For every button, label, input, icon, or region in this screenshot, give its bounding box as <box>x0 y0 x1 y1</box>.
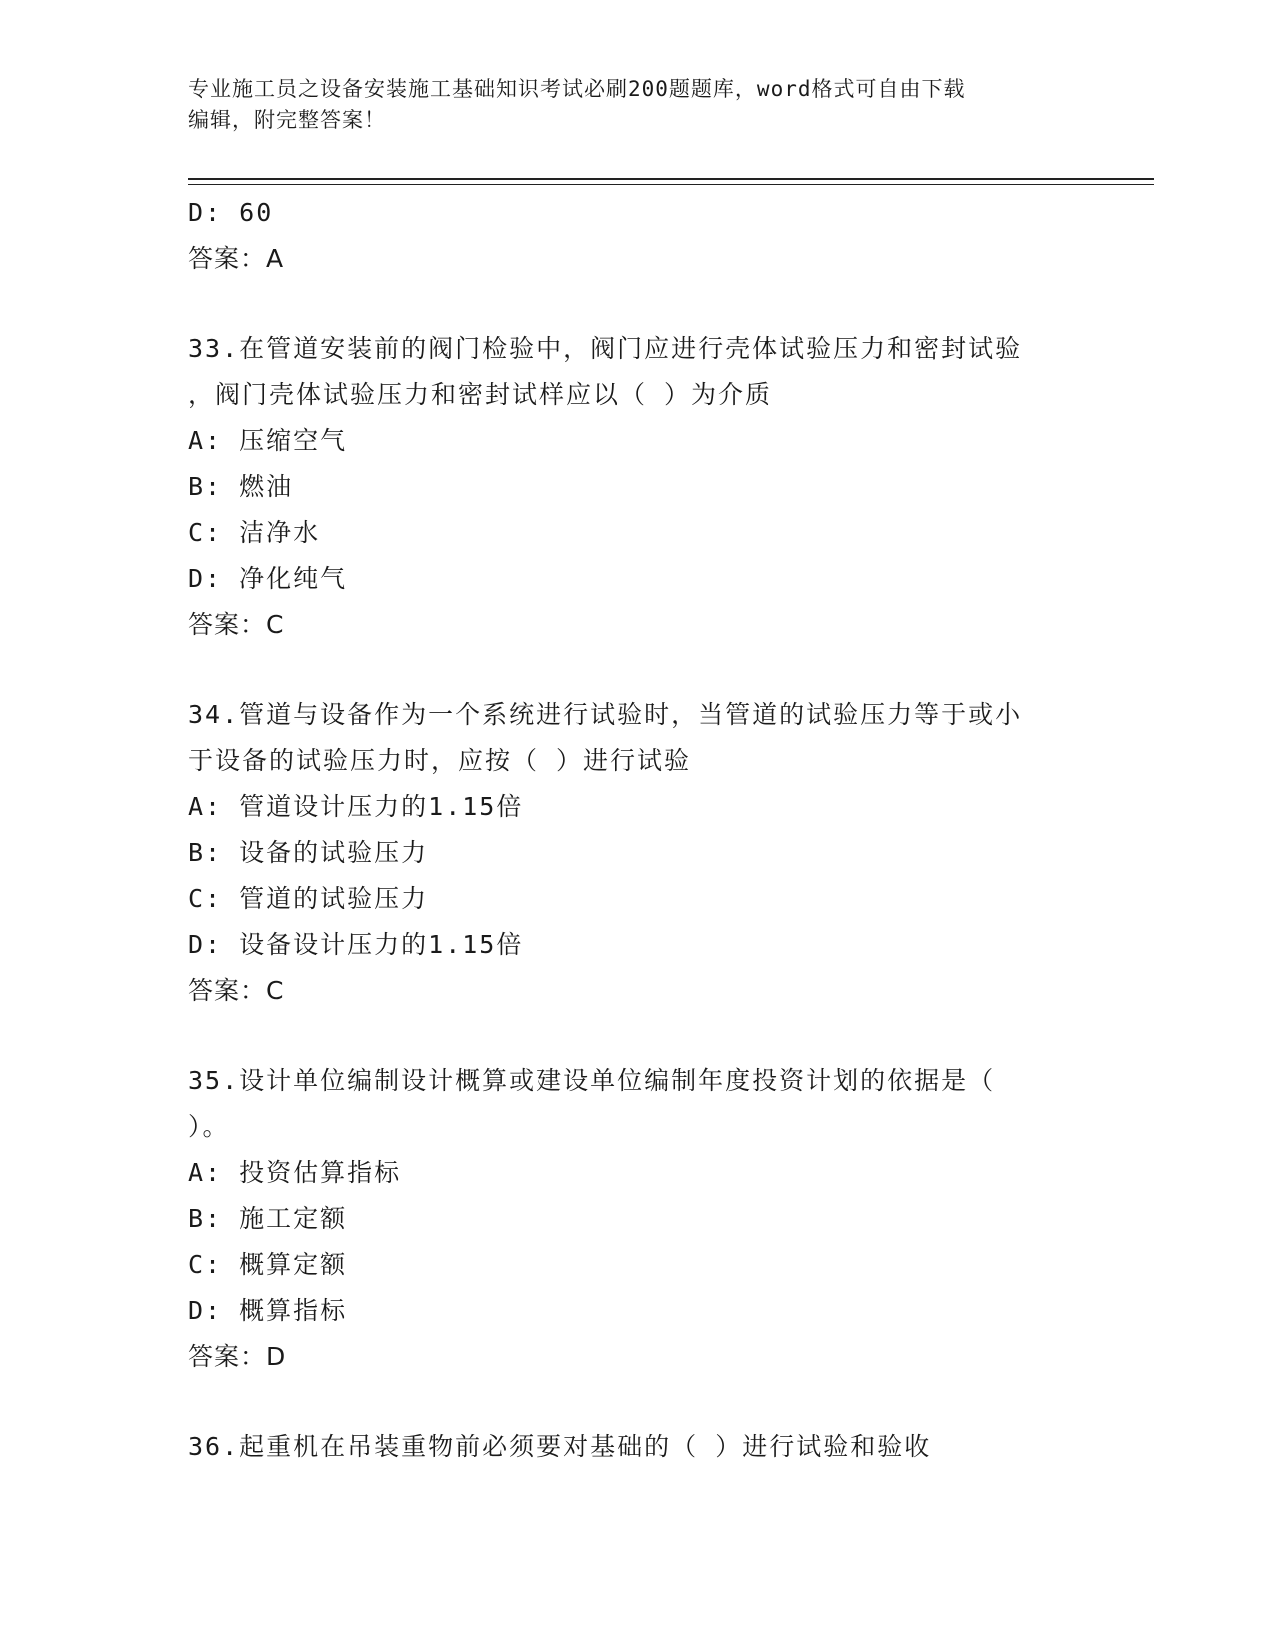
option-d: D: 设备设计压力的1.15倍 <box>188 930 524 959</box>
option-a: A: 投资估算指标 <box>188 1158 402 1187</box>
option-b: B: 施工定额 <box>188 1204 348 1233</box>
question-33 <box>188 326 1088 648</box>
option-d: D: 概算指标 <box>188 1296 348 1325</box>
document-header <box>188 74 1088 136</box>
option-d: D: 60 <box>188 198 274 227</box>
option-c: C: 管道的试验压力 <box>188 884 429 913</box>
question-stem-line-1: 34.管道与设备作为一个系统进行试验时，当管道的试验压力等于或小 <box>188 700 1023 729</box>
header-line-1: 专业施工员之设备安装施工基础知识考试必刷200题题库，word格式可自由下载 <box>188 77 966 101</box>
option-b: B: 燃油 <box>188 472 294 501</box>
option-d: D: 净化纯气 <box>188 564 348 593</box>
answer: 答案：D <box>188 1342 287 1371</box>
header-rule-thin <box>188 184 1154 185</box>
option-c: C: 概算定额 <box>188 1250 348 1279</box>
answer: 答案：C <box>188 610 285 639</box>
answer: 答案：A <box>188 244 285 273</box>
question-stem-line-1: 35.设计单位编制设计概算或建设单位编制年度投资计划的依据是（ <box>188 1066 996 1095</box>
option-c: C: 洁净水 <box>188 518 321 547</box>
question-stem-line-2: 于设备的试验压力时，应按（ ）进行试验 <box>188 746 692 775</box>
question-stem-line-2: ）。 <box>188 1112 230 1141</box>
question-36 <box>188 1424 1088 1470</box>
answer: 答案：C <box>188 976 285 1005</box>
document-body <box>188 190 1088 1470</box>
header-rule-thick <box>188 178 1154 180</box>
question-34 <box>188 692 1088 1014</box>
header-line-2: 编辑，附完整答案！ <box>188 108 386 132</box>
question-stem-line-2: ，阀门壳体试验压力和密封试样应以（ ）为介质 <box>188 380 773 409</box>
question-stem-line-1: 33.在管道安装前的阀门检验中，阀门应进行壳体试验压力和密封试验 <box>188 334 1023 363</box>
question-35 <box>188 1058 1088 1380</box>
option-a: A: 压缩空气 <box>188 426 348 455</box>
option-b: B: 设备的试验压力 <box>188 838 429 867</box>
question-stem-line-1: 36.起重机在吊装重物前必须要对基础的（ ）进行试验和验收 <box>188 1432 932 1461</box>
option-a: A: 管道设计压力的1.15倍 <box>188 792 524 821</box>
